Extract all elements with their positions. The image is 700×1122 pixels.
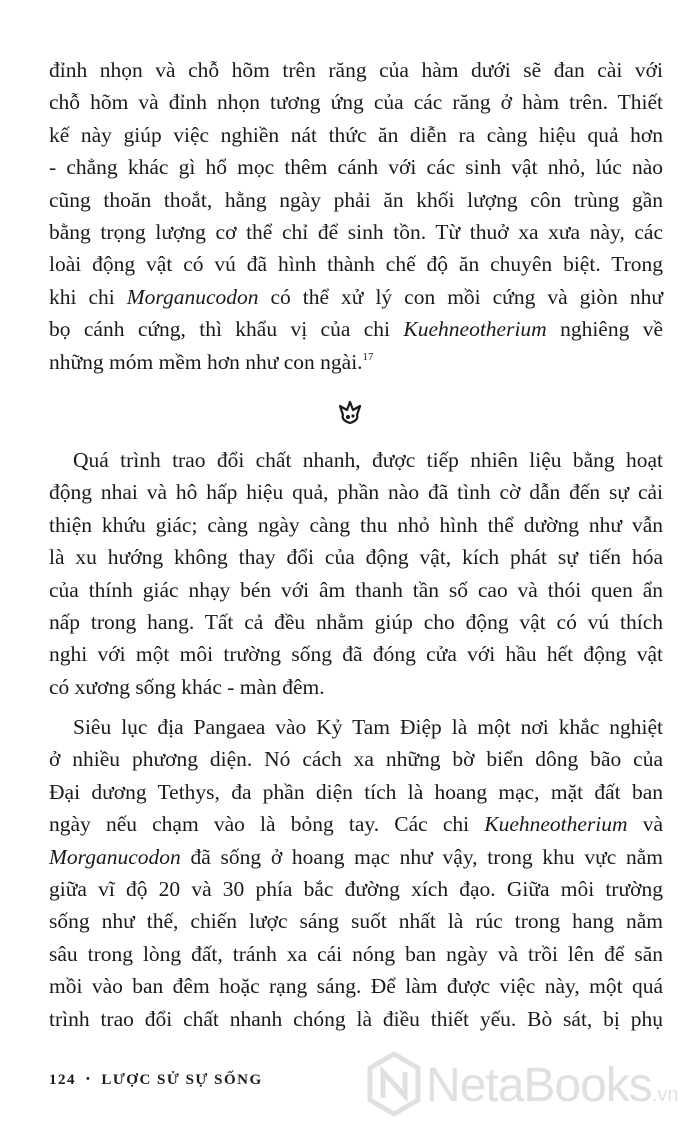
text-run: kế này giúp việc nghiền nát thức ăn diễn ra càng hiệu quả hơn [49,122,663,147]
text-line [49,509,663,541]
text-line [49,476,663,508]
paragraph-2 [49,444,663,703]
text-run: đỉnh nhọn và chỗ hõm trên răng của hàm dưới sẽ đan cài với [49,58,663,82]
text-line [49,606,663,638]
text-run: là xu hướng không thay đổi của động vật, kích phát sự tiến hóa [49,545,663,570]
text-run: nghi với một môi trường sống đã đóng cửa với hầu hết động vật [49,642,663,667]
text-line [49,1003,663,1035]
text-line [49,776,663,808]
footer-bullet: • [86,1073,92,1085]
text-line [49,808,663,840]
text-run: - chẳng khác gì hổ mọc thêm cánh với các sinh vật nhỏ, lúc nào [49,155,663,180]
text-line [49,638,663,670]
text-line [49,248,663,280]
text-run: cũng thoăn thoắt, hằng ngày phải ăn khối lượng côn trùng gần [49,187,663,212]
text-run: nấp trong hang. Tất cả đều nhằm giúp cho động vật có vú thích [49,609,663,634]
paragraph-3 [49,711,663,1035]
text-line [49,671,663,703]
text-line [49,281,663,313]
lotus-flower-icon [337,400,363,426]
text-run: bằng trọng lượng cơ thể chỉ để sinh tồn. Từ thuở xa xưa này, các [49,219,663,244]
watermark [366,1050,700,1122]
text-line [49,970,663,1002]
text-line [49,711,663,743]
text-run: có thể xử lý con mồi cứng và giòn như [258,284,663,309]
text-run: đã sống ở hoang mạc như vậy, trong khu vực nằm [180,844,663,869]
text-run: sống như thế, chiến lược sáng suốt nhất là rúc trong hang nằm [49,909,663,934]
text-run: những móm mềm hơn như con ngài. [49,349,363,374]
text-run: loài động vật có vú đã hình thành chế độ ăn chuyên biệt. Trong [49,252,663,277]
text-run: có xương sống khác - màn đêm. [49,674,325,699]
text-line [49,313,663,345]
italic-taxon: Kuehneotherium [484,812,628,837]
text-line [49,743,663,775]
text-run: và [627,812,664,837]
footnote-ref[interactable]: 17 [362,350,374,363]
watermark-text: NetaBooks.vn [426,1059,679,1112]
text-run: động nhai và hô hấp hiệu quả, phần nào đã tình cờ dẫn đến sự cải [49,480,663,505]
running-title: LƯỢC SỬ SỰ SỐNG [101,1072,263,1088]
text-run: Siêu lục địa Pangaea vào Kỷ Tam Điệp là một nơi khắc nghiệt [73,715,663,739]
italic-taxon: Kuehneotherium [403,317,547,342]
text-line [49,184,663,216]
text-line [49,119,663,151]
page-footer [49,1072,263,1089]
text-line [49,54,663,86]
text-line [49,346,663,378]
text-run: ở nhiều phương diện. Nó cách xa những bờ biển dông bão của [49,747,663,772]
text-run: thiện khứu giác; càng ngày càng thu nhỏ hình thể dường như vẫn [49,512,663,537]
text-run: ngày nếu chạm vào là bỏng tay. Các chi [49,812,485,837]
text-run: nghiêng về [546,317,663,342]
text-line [49,86,663,118]
text-line [49,938,663,970]
text-line [49,841,663,873]
text-run: bọ cánh cứng, thì khẩu vị của chi [49,317,404,342]
italic-taxon: Morganucodon [126,284,259,309]
italic-taxon: Morganucodon [49,844,181,869]
text-run: Quá trình trao đổi chất nhanh, được tiếp nhiên liệu bằng hoạt [73,448,663,472]
page-number: 124 [49,1072,76,1088]
text-line [49,216,663,248]
text-run: Đại dương Tethys, đa phần diện tích là hoang mạc, mặt đất ban [49,779,663,804]
text-run: khi chi [49,284,127,309]
text-line [49,873,663,905]
text-line [49,444,663,476]
text-run: sâu trong lòng đất, tránh xa cái nóng ban ngày và trồi lên để săn [49,941,663,966]
text-line [49,151,663,183]
text-run: trình trao đổi chất nhanh chóng là điều thiết yếu. Bò sát, bị phụ [49,1006,663,1031]
text-run: của thính giác nhạy bén với âm thanh tần số cao và thói quen ẩn [49,577,663,602]
text-run: giữa vĩ độ 20 và 30 phía bắc đường xích đạo. Giữa môi trường [49,876,663,901]
text-line [49,574,663,606]
text-line [49,905,663,937]
text-run: mồi vào ban đêm hoặc rạng sáng. Để làm được việc này, một quá [49,974,663,999]
paragraph-1 [49,54,663,378]
text-run: chỗ hõm và đỉnh nhọn tương ứng của các răng ở hàm trên. Thiết [49,90,663,115]
netabooks-logo-icon [366,1050,422,1120]
text-line [49,541,663,573]
